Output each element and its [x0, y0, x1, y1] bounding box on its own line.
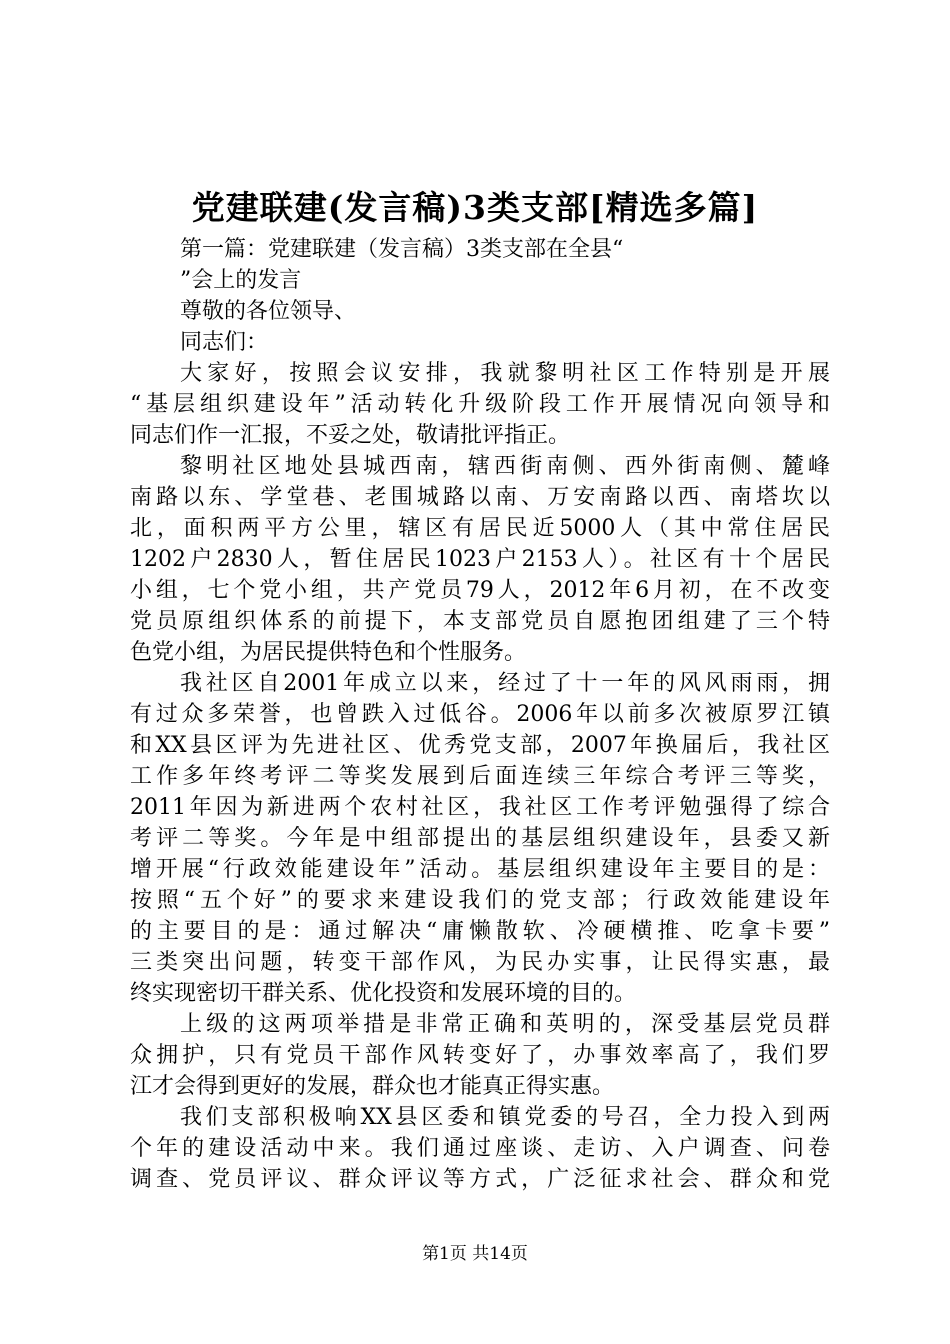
body-line: 我社区自2001年成立以来，经过了十一年的风风雨雨，拥 [180, 671, 830, 696]
body-line: 2011年因为新进两个农村社区，我社区工作考评勉强得了综合 [130, 795, 830, 820]
body-line: 同志们： [180, 330, 269, 355]
body-line: “基层组织建设年”活动转化升级阶段工作开展情况向领导和 [130, 392, 830, 417]
body-line: 考评二等奖。今年是中组部提出的基层组织建设年，县委又新 [130, 826, 830, 851]
body-line: 增开展“行政效能建设年”活动。基层组织建设年主要目的是： [130, 857, 830, 882]
page-footer: 第1页 共14页 [422, 1244, 528, 1264]
document-title: 党建联建(发言稿)3类支部[精选多篇] [191, 188, 759, 227]
document-body [130, 234, 830, 1195]
body-line: 南路以东、学堂巷、老围城路以南、万安南路以西、南塔坎以 [130, 485, 830, 510]
body-line: 大家好，按照会议安排，我就黎明社区工作特别是开展 [180, 361, 830, 386]
body-line: 众拥护，只有党员干部作风转变好了，办事效率高了，我们罗 [130, 1043, 830, 1068]
body-line: 工作多年终考评二等奖发展到后面连续三年综合考评三等奖， [130, 764, 830, 789]
body-line: 尊敬的各位领导、 [180, 299, 357, 324]
body-line: 和XX县区评为先进社区、优秀党支部，2007年换届后，我社区 [130, 733, 830, 758]
body-line: 三类突出问题，转变干部作风，为民办实事，让民得实惠，最 [130, 950, 830, 975]
body-line: 黎明社区地处县城西南，辖西街南侧、西外街南侧、麓峰 [180, 454, 830, 479]
body-line: 色党小组，为居民提供特色和个性服务。 [130, 640, 527, 665]
body-line: 北，面积两平方公里，辖区有居民近5000人（其中常住居民 [130, 516, 830, 541]
body-line: 1202户2830人，暂住居民1023户2153人）。社区有十个居民 [130, 547, 830, 572]
body-line: 个年的建设活动中来。我们通过座谈、走访、入户调查、问卷 [130, 1136, 830, 1161]
body-line: 有过众多荣誉，也曾跌入过低谷。2006年以前多次被原罗江镇 [130, 702, 830, 727]
body-line: ”会上的发言 [180, 268, 302, 293]
body-line: 的主要目的是：通过解决“庸懒散软、冷硬横推、吃拿卡要” [130, 919, 830, 944]
body-line: 小组，七个党小组，共产党员79人，2012年6月初，在不改变 [130, 578, 830, 603]
body-line: 上级的这两项举措是非常正确和英明的，深受基层党员群 [180, 1012, 830, 1037]
body-line: 党员原组织体系的前提下，本支部党员自愿抱团组建了三个特 [130, 609, 830, 634]
body-line: 第一篇：党建联建（发言稿）3类支部在全县“ [180, 237, 624, 262]
body-line: 终实现密切干群关系、优化投资和发展环境的目的。 [130, 981, 637, 1006]
body-line: 江才会得到更好的发展，群众也才能真正得实惠。 [130, 1074, 615, 1099]
body-line: 我们支部积极响XX县区委和镇党委的号召，全力投入到两 [180, 1105, 830, 1130]
body-line: 按照“五个好”的要求来建设我们的党支部；行政效能建设年 [130, 888, 830, 913]
body-line: 调查、党员评议、群众评议等方式，广泛征求社会、群众和党 [130, 1167, 830, 1192]
body-line: 同志们作一汇报，不妥之处，敬请批评指正。 [130, 423, 571, 448]
